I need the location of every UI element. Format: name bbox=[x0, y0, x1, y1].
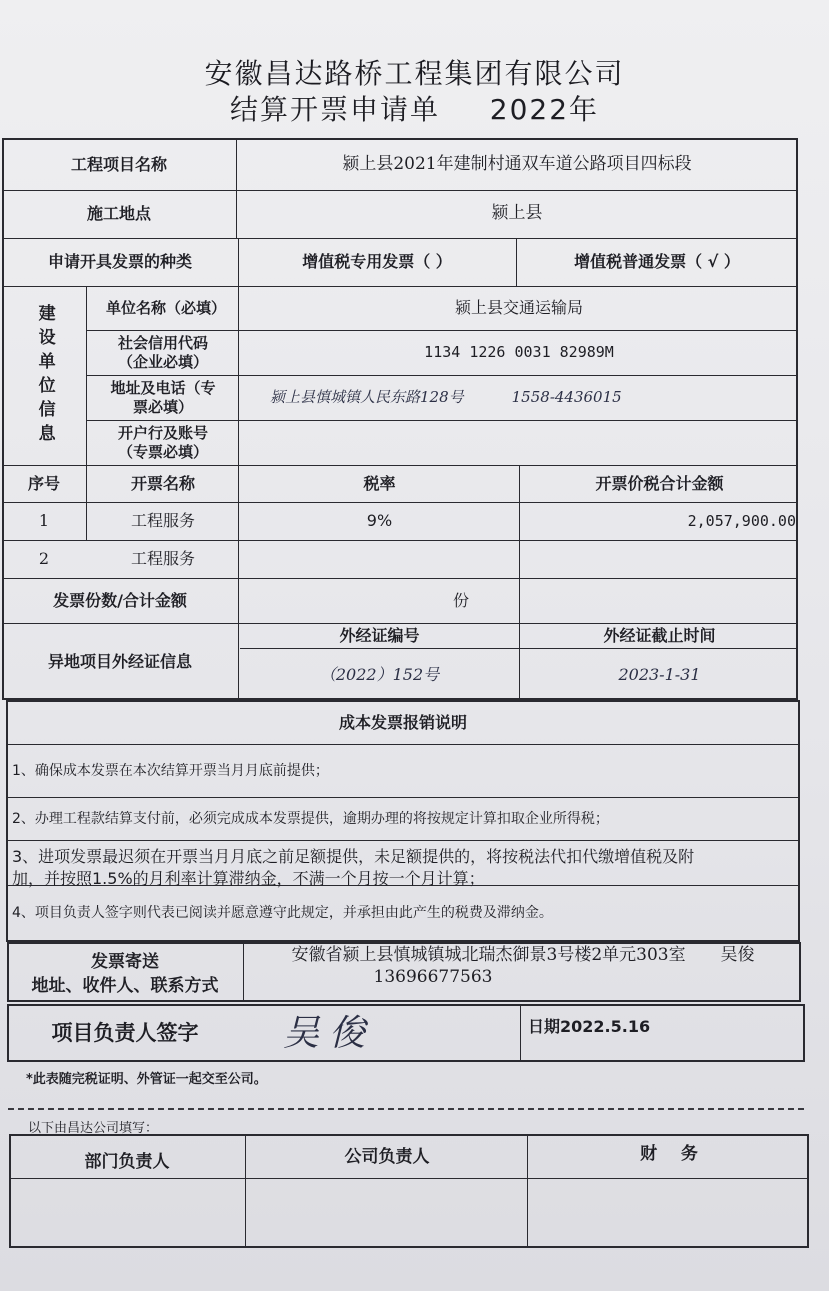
form-year: 2022年 bbox=[489, 93, 600, 126]
cost-note-1: 1、确保成本发票在本次结算开票当月月底前提供； bbox=[12, 762, 329, 779]
col-header-no: 序号 bbox=[27, 473, 60, 493]
special-invoice-option: 增值税专用发票（ ） bbox=[302, 252, 452, 271]
address-phone-label: 地址及电话（专票必填） bbox=[110, 378, 216, 416]
mailing-label-line2: 地址、收件人、联系方式 bbox=[31, 976, 219, 996]
ordinary-invoice-option: 增值税普通发票（ √ ） bbox=[574, 252, 740, 271]
signature-handwritten: 吴俊 bbox=[283, 1012, 376, 1054]
signature-date: 日期2022.5.16 bbox=[528, 1017, 651, 1036]
col-header-amount: 开票价税合计金额 bbox=[595, 473, 724, 493]
cost-note-4: 4、项目负责人签字则代表已阅读并愿意遵守此规定，并承担由此产生的税费及滞纳金。 bbox=[12, 904, 553, 921]
invoice-type-label: 申请开具发票的种类 bbox=[47, 252, 192, 271]
internal-col-dept-head: 部门负责人 bbox=[84, 1152, 170, 1173]
credit-code-label: 社会信用代码（企业必填） bbox=[117, 333, 208, 371]
row1-rate: 9% bbox=[366, 511, 393, 530]
col-header-rate: 税率 bbox=[363, 473, 396, 493]
cost-note-3-line1: 3、进项发票最迟须在开票当月月底之前足额提供，未足额提供的，将按税法代扣代缴增值税及附 bbox=[12, 847, 695, 866]
cost-note-2: 2、办理工程款结算支付前，必须完成成本发票提供，逾期办理的将按规定计算扣取企业所得税； bbox=[12, 810, 609, 827]
credit-code-value: 1134 1226 0031 82989M bbox=[424, 343, 614, 362]
cost-note-3-line2: 加，并按照1.5%的月利率计算滞纳金，不满一个月按一个月计算； bbox=[12, 869, 485, 888]
address-phone-value bbox=[270, 375, 798, 420]
internal-col-company-head: 公司负责人 bbox=[344, 1147, 430, 1168]
mailing-value bbox=[245, 944, 801, 988]
unit-name-value: 颍上县交通运输局 bbox=[454, 298, 583, 317]
site-value: 颍上县 bbox=[491, 203, 543, 224]
remote-project-label: 异地项目外经证信息 bbox=[47, 651, 192, 671]
project-name-value: 颍上县2021年建制村通双车道公路项目四标段 bbox=[342, 154, 692, 175]
mailing-address: 安徽省颍上县慎城镇城北瑞杰御景3号楼2单元303室 bbox=[291, 945, 686, 965]
row2-amount bbox=[521, 540, 798, 578]
cert-no-label: 外经证编号 bbox=[339, 625, 420, 645]
summary-copies-unit: 份 bbox=[452, 590, 469, 610]
mailing-label-line1: 发票寄送 bbox=[91, 952, 159, 972]
internal-caption: 以下由昌达公司填写： bbox=[28, 1121, 159, 1136]
footnote: *此表随完税证明、外管证一起交至公司。 bbox=[26, 1072, 267, 1087]
internal-finance-signature[interactable] bbox=[529, 1180, 809, 1246]
cost-note-3 bbox=[12, 846, 796, 890]
row1-name: 工程服务 bbox=[130, 511, 195, 530]
cert-deadline-label: 外经证截止时间 bbox=[603, 625, 716, 645]
cost-invoice-heading: 成本发票报销说明 bbox=[338, 713, 467, 732]
company-name: 安徽昌达路桥工程集团有限公司 bbox=[204, 57, 625, 90]
unit-name-label: 单位名称（必填） bbox=[106, 298, 227, 317]
mailing-phone: 13696677563 bbox=[373, 967, 493, 987]
signature-label: 项目负责人签字 bbox=[51, 1020, 199, 1045]
bank-account-label: 开户行及账号（专票必填） bbox=[117, 423, 208, 461]
mailing-recipient: 吴俊 bbox=[720, 945, 755, 965]
builder-info-group-label: 建设单位信息 bbox=[34, 303, 55, 448]
row1-no: 1 bbox=[38, 511, 50, 530]
project-name-label: 工程项目名称 bbox=[70, 155, 167, 174]
site-label: 施工地点 bbox=[86, 204, 151, 223]
mailing-label bbox=[7, 950, 243, 998]
row2-name: 工程服务 bbox=[130, 549, 195, 568]
phone-handwritten: 1558-4436015 bbox=[511, 388, 622, 407]
form-title: 结算开票申请单 bbox=[229, 93, 440, 126]
bank-account-value bbox=[240, 420, 798, 465]
cert-deadline-value: 2023-1-31 bbox=[618, 665, 701, 684]
internal-dept-head-signature[interactable] bbox=[9, 1180, 245, 1246]
row2-rate bbox=[240, 540, 519, 578]
cert-no-value: （2022）152号 bbox=[319, 665, 440, 684]
form-title-line bbox=[0, 88, 829, 128]
internal-company-head-signature[interactable] bbox=[247, 1180, 527, 1246]
col-header-name: 开票名称 bbox=[130, 473, 195, 493]
cut-line bbox=[8, 1108, 804, 1110]
row2-no: 2 bbox=[38, 549, 50, 568]
row1-amount: 2,057,900.00 bbox=[687, 511, 796, 530]
summary-label: 发票份数/合计金额 bbox=[53, 590, 187, 610]
address-handwritten: 颍上县慎城镇人民东路128号 bbox=[270, 388, 464, 407]
internal-col-finance: 财 务 bbox=[640, 1144, 698, 1165]
